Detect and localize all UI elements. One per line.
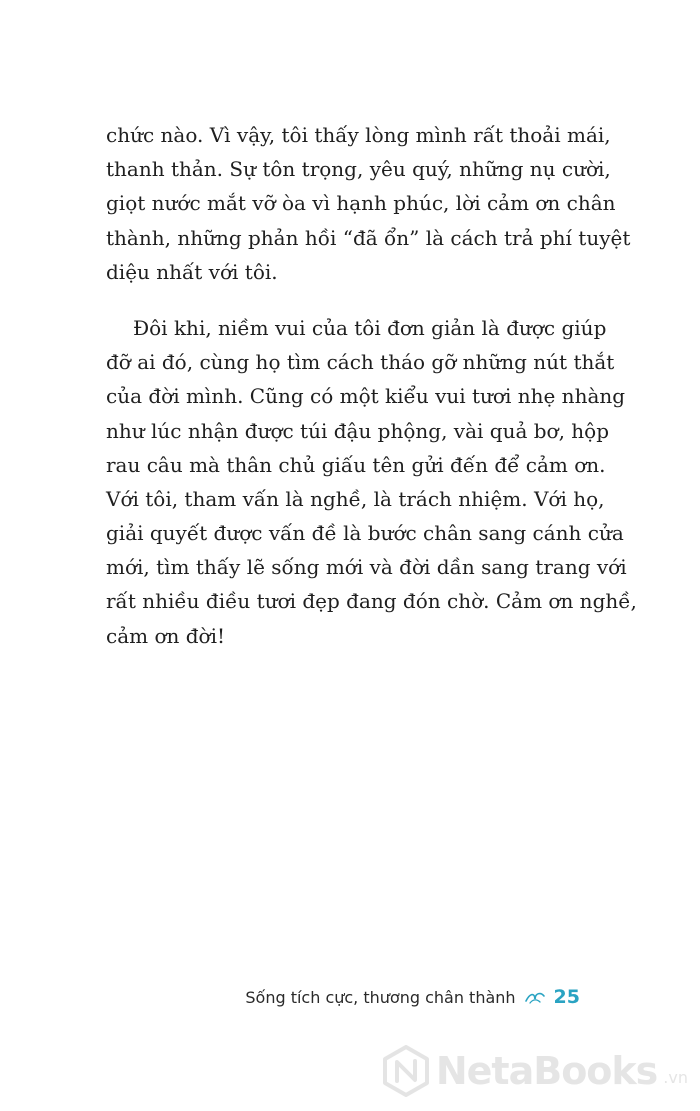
text-line: rất nhiều điều tươi đẹp đang đón chờ. Cảm ơn nghề, xyxy=(106,589,637,614)
text-line: chức nào. Vì vậy, tôi thấy lòng mình rất thoải mái, xyxy=(106,123,611,147)
text-line: Đôi khi, niềm vui của tôi đơn giản là được giúp xyxy=(133,315,607,340)
page-footer xyxy=(0,986,580,1008)
text-line: đỡ ai đó, cùng họ tìm cách tháo gỡ những nút thắt xyxy=(106,350,615,375)
flourish-icon xyxy=(524,989,546,1005)
watermark-brand: NetaBooks xyxy=(435,1049,658,1093)
running-title: Sống tích cực, thương chân thành xyxy=(245,987,516,1007)
text-line: Với tôi, tham vấn là nghề, là trách nhiệm. Với họ, xyxy=(106,486,605,511)
watermark xyxy=(382,1045,688,1097)
text-line: thanh thản. Sự tôn trọng, yêu quý, những nụ cười, xyxy=(106,157,611,182)
paragraph-spacer xyxy=(106,289,578,311)
text-line: cảm ơn đời! xyxy=(106,623,226,648)
text-line: của đời mình. Cũng có một kiểu vui tươi nhẹ nhàng xyxy=(106,384,626,409)
paragraph-1 xyxy=(106,118,631,289)
text-line: thành, những phản hồi “đã ổn” là cách trả phí tuyệt xyxy=(106,225,631,250)
page-number: 25 xyxy=(553,986,580,1008)
paragraph-2 xyxy=(106,311,637,653)
text-line: giải quyết được vấn đề là bước chân sang cánh cửa xyxy=(106,521,624,546)
text-line: rau câu mà thân chủ giấu tên gửi đến để cảm ơn. xyxy=(106,452,606,477)
netabooks-logo-icon xyxy=(382,1045,430,1097)
text-line: giọt nước mắt vỡ òa vì hạnh phúc, lời cảm ơn chân xyxy=(106,191,616,216)
watermark-suffix: .vn xyxy=(663,1068,688,1087)
text-line: mới, tìm thấy lẽ sống mới và đời dần sang trang với xyxy=(106,555,627,580)
text-line: diệu nhất với tôi. xyxy=(106,259,278,284)
page-body xyxy=(106,118,637,653)
text-line: như lúc nhận được túi đậu phộng, vài quả bơ, hộp xyxy=(106,418,610,443)
